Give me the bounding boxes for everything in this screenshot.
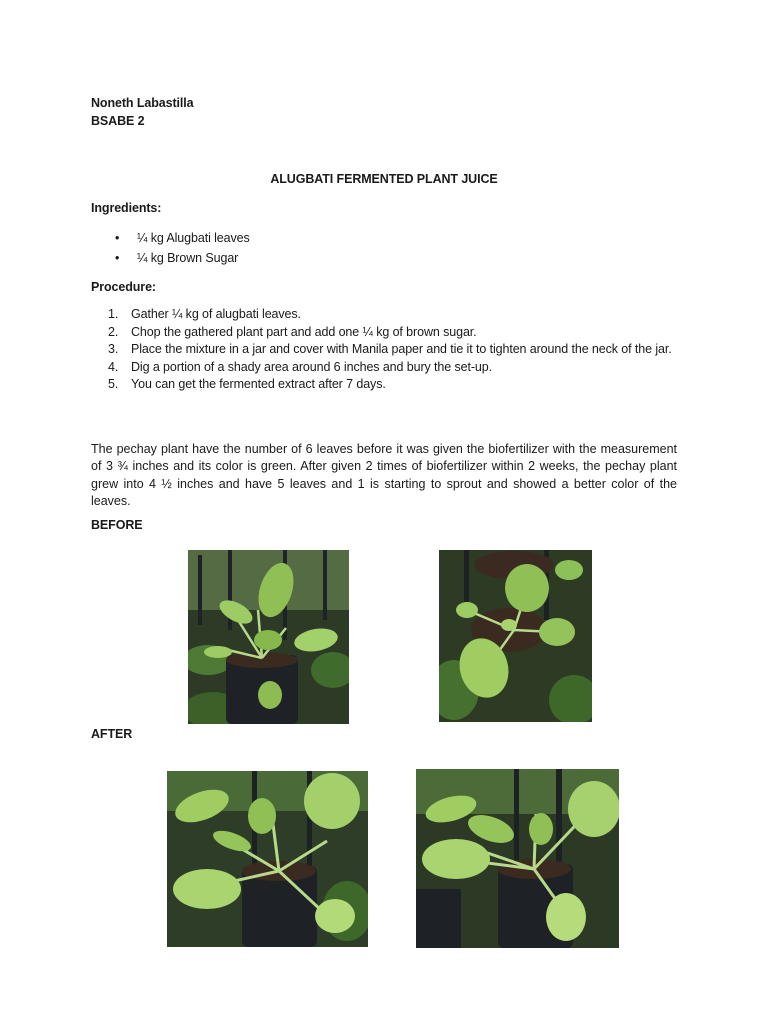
pechay-plant-image	[439, 550, 592, 722]
procedure-step	[108, 359, 678, 377]
procedure-step	[108, 341, 678, 359]
before-photo-2	[439, 550, 592, 722]
pechay-plant-image	[167, 771, 368, 947]
procedure-step	[108, 376, 678, 394]
before-photo-1	[188, 550, 349, 724]
author-name: Noneth Labastilla	[91, 96, 194, 110]
step-text: Dig a portion of a shady area around 6 inches and bury the set-up.	[131, 359, 492, 374]
bullet-icon: •	[115, 251, 120, 265]
pechay-plant-image	[188, 550, 349, 724]
author-block	[91, 94, 193, 130]
step-text: Chop the gathered plant part and add one ¼ kg of brown sugar.	[131, 324, 477, 339]
pechay-plant-image	[416, 769, 619, 948]
ingredient-item	[115, 229, 250, 249]
ingredient-text: ¼ kg Brown Sugar	[137, 251, 239, 265]
observation-paragraph: The pechay plant have the number of 6 leaves before it was given the biofertilizer with the measurement of 3 ¾ inches and its color is green. After given 2 times of biofertilizer within 2 weeks, the pechay plant grew into 4 ½ inches and have 5 leaves and 1 is starting to sprout and showed a better color of the leaves.	[91, 441, 677, 508]
procedure-step	[108, 324, 678, 342]
step-number: 4.	[108, 359, 119, 374]
procedure-list	[108, 306, 678, 394]
step-number: 3.	[108, 342, 119, 356]
ingredients-heading: Ingredients:	[91, 201, 162, 215]
course-label: BSABE 2	[91, 114, 145, 128]
step-number: 1.	[108, 307, 119, 321]
procedure-heading: Procedure:	[91, 280, 156, 294]
step-text: Place the mixture in a jar and cover with Manila paper and tie it to tighten around the neck of the jar.	[131, 342, 672, 356]
ingredient-text: ¼ kg Alugbati leaves	[137, 231, 250, 245]
after-heading: AFTER	[91, 727, 133, 741]
bullet-icon: •	[115, 231, 120, 245]
ingredients-list	[115, 229, 250, 269]
step-number: 2.	[108, 324, 119, 339]
step-text: You can get the fermented extract after 7 days.	[131, 377, 386, 391]
step-number: 5.	[108, 377, 119, 391]
document-title: ALUGBATI FERMENTED PLANT JUICE	[270, 172, 498, 186]
before-heading: BEFORE	[91, 518, 143, 532]
step-text: Gather ¼ kg of alugbati leaves.	[131, 307, 301, 321]
procedure-step	[108, 306, 678, 324]
ingredient-item	[115, 249, 250, 269]
after-photo-1	[167, 771, 368, 947]
after-photo-2	[416, 769, 619, 948]
